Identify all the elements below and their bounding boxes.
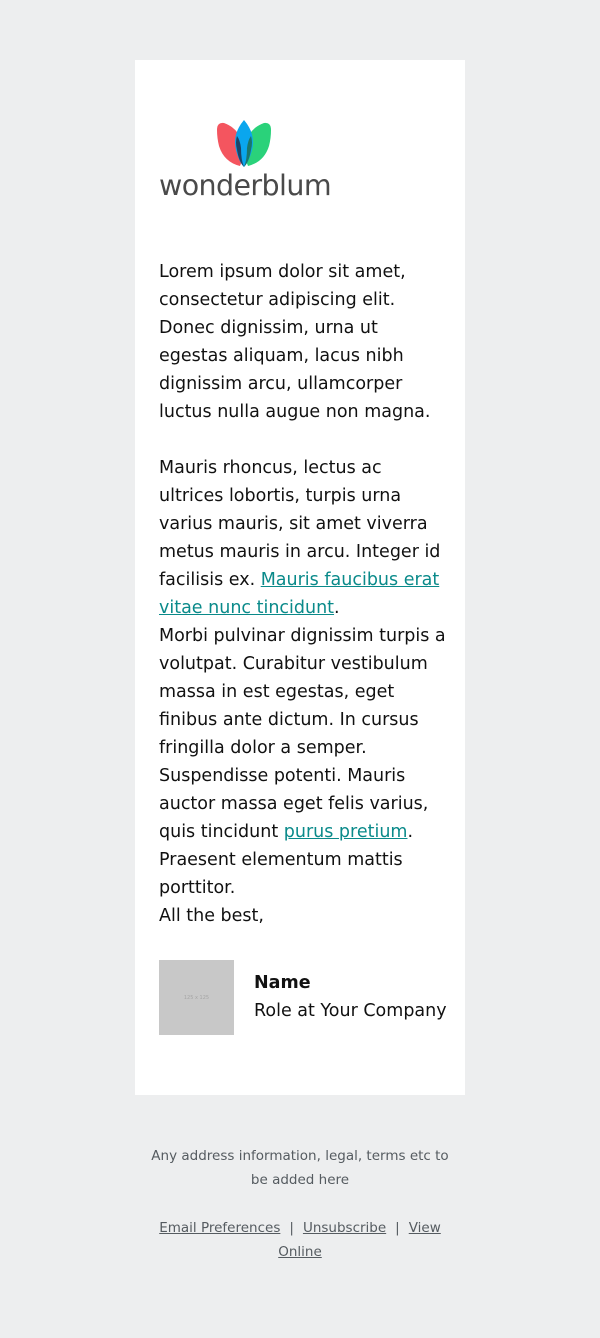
wonderblum-logo[interactable] [159, 120, 339, 200]
paragraph-2-link[interactable]: Mauris faucibus erat vitae nunc tincidunt [159, 570, 440, 618]
body-paragraph-1: Lorem ipsum dolor sit amet, consectetur adipiscing elit. Donec dignissim, urna ut egestas aliquam, lacus nibh dignissim arcu, ullamcorper luctus nulla augue non magna. [159, 262, 431, 422]
signoff-text: All the best, [159, 906, 264, 926]
signature-name: Name [254, 973, 311, 993]
footer-links [150, 1216, 450, 1264]
email-card [135, 60, 465, 1095]
unsubscribe-link[interactable]: Unsubscribe [302, 1220, 387, 1236]
footer-legal-text: Any address information, legal, terms etc to be added here [151, 1148, 449, 1188]
signature-photo-placeholder [159, 960, 234, 1035]
paragraph-3-end: . Praesent elementum mattis porttitor. [159, 822, 414, 898]
paragraph-3-text: Morbi pulvinar dignissim turpis a volutpat. Curabitur vestibulum massa in est egestas, eget finibus ante dictum. In cursus fringilla dolor a semper. Suspendisse potenti. Mauris auctor massa eget felis varius, quis tincidunt [159, 626, 446, 842]
footer-separator: | [289, 1220, 294, 1236]
body-paragraph-3 [159, 622, 449, 902]
email-preferences-link[interactable]: Email Preferences [159, 1220, 281, 1236]
signature-role: Role at Your Company [254, 1001, 447, 1021]
paragraph-2-end: . [334, 598, 340, 618]
lotus-logo-icon [216, 120, 272, 168]
view-online-link[interactable]: View Online [278, 1220, 441, 1260]
footer-separator: | [395, 1220, 400, 1236]
body-paragraph-2 [159, 454, 449, 622]
paragraph-2-text: Mauris rhoncus, lectus ac ultrices lobortis, turpis urna varius mauris, sit amet viverra metus mauris in arcu. Integer id facilisis ex. [159, 458, 441, 590]
logo-wordmark: wonderblum [159, 169, 331, 202]
photo-placeholder-label: 125 x 125 [183, 994, 210, 1001]
paragraph-3-link[interactable]: purus pretium [283, 822, 408, 842]
